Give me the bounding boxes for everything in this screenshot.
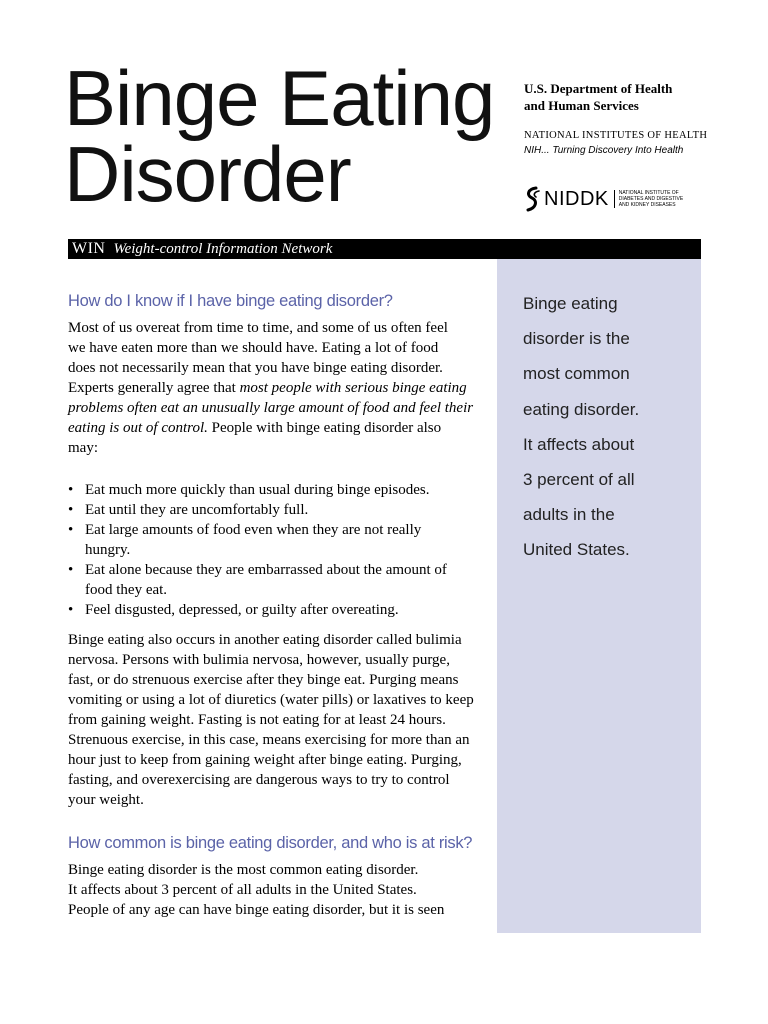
- text-line: [68, 378, 480, 398]
- text-line: Most of us overeat from time to time, and some of us often feel: [68, 320, 448, 336]
- nih-name: NATIONAL INSTITUTES OF HEALTH: [524, 130, 708, 141]
- list-item-text: Eat alone because they are embarrassed about the amount of: [85, 562, 447, 578]
- text-line: fasting, and overexercising are dangerous ways to try to control: [68, 772, 450, 788]
- text-line: hour just to keep from gaining weight after binge eating. Purging,: [68, 752, 462, 768]
- bullet-icon: •: [68, 562, 74, 578]
- win-abbreviation: WIN: [72, 240, 106, 257]
- text-plain: People with binge eating disorder also: [207, 420, 442, 436]
- hhs-department-name: [524, 80, 724, 114]
- text-line: fast, or do strenuous exercise after they binge eat. Purging means: [68, 672, 459, 688]
- text-emphasis: problems often eat an unusually large amount of food and feel their: [68, 400, 474, 416]
- win-banner: [68, 239, 701, 259]
- document-title: [64, 54, 495, 218]
- text-line: Binge eating disorder is the most common eating disorder.: [68, 862, 419, 878]
- callout-line: Binge eating: [523, 294, 618, 313]
- niddk-wordmark: NIDDK: [544, 187, 609, 210]
- agency-block: [524, 80, 724, 158]
- nih-tagline: NIH... Turning Discovery Into Health: [524, 145, 684, 156]
- text-line: Strenuous exercise, in this case, means exercising for more than an: [68, 732, 470, 748]
- list-item: [68, 600, 480, 620]
- list-item: [68, 560, 480, 600]
- callout-line: most common: [523, 364, 630, 384]
- list-item-text: hungry.: [85, 542, 131, 558]
- bullet-icon: •: [68, 482, 74, 498]
- list-item: [68, 520, 480, 560]
- section-heading: How common is binge eating disorder, and who is at risk?: [68, 834, 473, 852]
- intro-paragraph: [68, 318, 480, 458]
- callout-line: disorder is the: [523, 329, 630, 349]
- prevalence-paragraph: [68, 860, 480, 920]
- text-line: Binge eating also occurs in another eating disorder called bulimia: [68, 632, 462, 648]
- callout-line: adults in the: [523, 505, 615, 525]
- list-item-text: Eat large amounts of food even when they are not really: [85, 522, 422, 538]
- dept-line: U.S. Department of Health: [524, 81, 673, 96]
- text-line: vomiting or using a lot of diuretics (water pills) or laxatives to keep: [68, 692, 474, 708]
- list-item: [68, 480, 480, 500]
- title-line: Disorder: [64, 130, 351, 218]
- text-plain: Experts generally agree that: [68, 380, 240, 396]
- bullet-icon: •: [68, 502, 74, 518]
- list-item-text: Eat until they are uncomfortably full.: [85, 502, 309, 518]
- list-item-text: Feel disgusted, depressed, or guilty after overeating.: [85, 602, 399, 618]
- list-item-text: food they eat.: [85, 582, 168, 598]
- dept-line: and Human Services: [524, 98, 639, 113]
- sidebar-callout: [497, 259, 701, 933]
- section-heading: How do I know if I have binge eating disorder?: [68, 292, 393, 310]
- symptom-list: [68, 480, 480, 620]
- text-line: from gaining weight. Fasting is not eating for at least 24 hours.: [68, 712, 446, 728]
- callout-line: 3 percent of all: [523, 470, 635, 490]
- title-line: Binge Eating: [64, 54, 495, 142]
- list-item-text: Eat much more quickly than usual during binge episodes.: [85, 482, 430, 498]
- text-line: we have eaten more than we should have. Eating a lot of food: [68, 340, 439, 356]
- text-emphasis: most people with serious binge eating: [239, 380, 467, 396]
- win-full-name: Weight-control Information Network: [113, 240, 333, 257]
- bullet-icon: •: [68, 602, 74, 618]
- text-line: nervosa. Persons with bulimia nervosa, however, usually purge,: [68, 652, 450, 668]
- text-line: may:: [68, 440, 98, 456]
- text-line: It affects about 3 percent of all adults in the United States.: [68, 882, 417, 898]
- bullet-icon: •: [68, 522, 74, 538]
- callout-line: eating disorder.: [523, 399, 640, 419]
- niddk-swirl-icon: [524, 186, 542, 212]
- niddk-sub-line: DIABETES AND DIGESTIVE: [618, 196, 684, 202]
- text-emphasis: eating is out of control.: [68, 420, 208, 436]
- text-line: [68, 418, 480, 438]
- niddk-sub-line: AND KIDNEY DISEASES: [618, 202, 676, 208]
- text-line: does not necessarily mean that you have binge eating disorder.: [68, 360, 443, 376]
- bulimia-paragraph: [68, 630, 480, 810]
- callout-line: United States.: [523, 540, 630, 560]
- niddk-logo: [524, 184, 685, 214]
- sidebar-callout-text: [523, 286, 693, 568]
- callout-line: It affects about: [523, 434, 635, 454]
- list-item: [68, 500, 480, 520]
- niddk-sub-line: NATIONAL INSTITUTE OF: [618, 190, 679, 196]
- text-line: your weight.: [68, 792, 144, 808]
- niddk-full-name: [614, 190, 685, 208]
- text-line: People of any age can have binge eating disorder, but it is seen: [68, 902, 445, 918]
- main-content: [68, 290, 480, 920]
